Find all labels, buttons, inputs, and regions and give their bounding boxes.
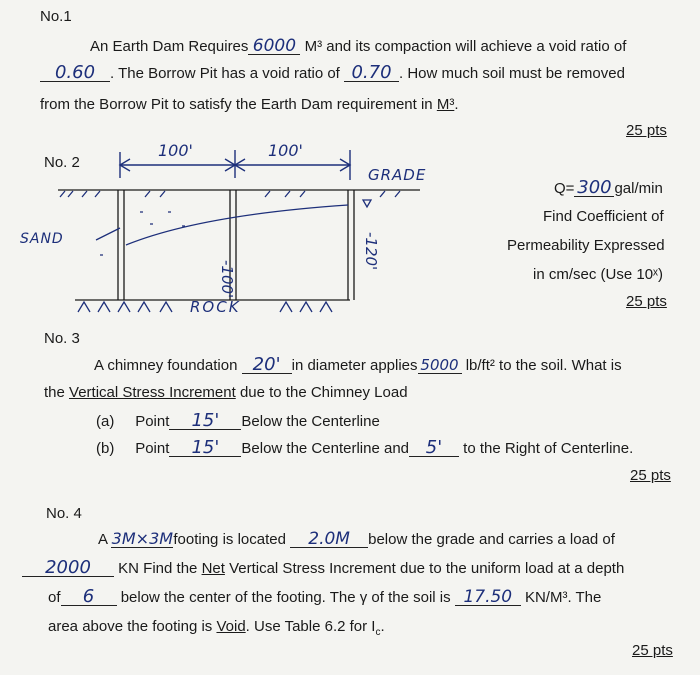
problem-4-text: KN Find the xyxy=(118,560,198,577)
problem-4-underlined: Net xyxy=(201,560,225,577)
footing-depth-value: 2.0M xyxy=(290,531,368,548)
rock-label: ROCK xyxy=(190,298,241,316)
problem-3-number: No. 3 xyxy=(44,330,80,347)
problem-3-points: 25 pts xyxy=(630,467,671,484)
problem-3-text: A chimney foundation xyxy=(94,357,238,374)
part-a-label: (a) xyxy=(96,413,115,430)
footing-size-value: 3M×3M xyxy=(111,529,174,548)
problem-3-line-2 xyxy=(44,384,408,402)
problem-3-text: in diameter applies xyxy=(291,357,418,374)
part-b-offset-value: 5' xyxy=(409,440,459,457)
dam-volume-value: 6000 xyxy=(248,38,300,55)
problem-4-line-3 xyxy=(48,586,602,607)
problem-4-text: . xyxy=(380,618,385,635)
chimney-load-value: 5000 xyxy=(418,357,462,374)
problem-3-text: lb/ft² to the soil. What is xyxy=(465,357,622,374)
problem-4-text: area above the footing is xyxy=(48,618,213,635)
dimension-left-label: 100' xyxy=(158,141,193,160)
grade-label: GRADE xyxy=(368,166,427,184)
dam-void-ratio-value: 0.60 xyxy=(40,65,110,82)
problem-4-text: . Use Table 6.2 for I xyxy=(245,618,376,635)
problem-4-text: below the grade and carries a load of xyxy=(368,531,615,548)
well-depth-label-1: -100' xyxy=(218,260,236,299)
problem-3-text: due to the Chimney Load xyxy=(239,384,408,401)
flow-rate-prefix: Q= xyxy=(554,180,575,197)
footing-load-value: 2000 xyxy=(22,560,114,577)
problem-1-text: M³ and its compaction will achieve a void ratio of xyxy=(304,38,627,55)
problem-1-text: An Earth Dam Requires xyxy=(90,38,249,55)
problem-1-text: from the Borrow Pit to satisfy the Earth Dam requirement in xyxy=(40,96,433,113)
problem-2-number: No. 2 xyxy=(44,154,80,171)
part-a-depth-value: 15' xyxy=(169,413,241,430)
unit-weight-value: 17.50 xyxy=(455,589,521,606)
problem-2-points: 25 pts xyxy=(626,293,667,310)
problem-4-number: No. 4 xyxy=(46,505,82,522)
depth-below-value: 6 xyxy=(61,589,117,606)
dimension-right-label: 100' xyxy=(268,141,303,160)
problem-1-unit: M³ xyxy=(436,96,455,113)
well-depth-label-2: -120' xyxy=(362,232,380,271)
problem-4-text: A xyxy=(98,531,108,548)
problem-4-text: footing is located xyxy=(173,531,286,548)
flow-rate-line xyxy=(554,177,663,198)
problem-3-line-1 xyxy=(94,354,622,375)
part-b-text: Point xyxy=(135,440,170,457)
problem-1-number: No.1 xyxy=(40,8,72,25)
problem-1-text: . xyxy=(454,96,459,113)
problem-4-text: Vertical Stress Increment due to the uniform load at a depth xyxy=(229,560,625,577)
find-line-3: in cm/sec (Use 10ˣ) xyxy=(533,266,663,283)
problem-4-line-2 xyxy=(22,557,625,578)
problem-4-text: KN/M³. The xyxy=(524,589,602,606)
problem-4-line-1 xyxy=(98,531,615,549)
sand-label: SAND xyxy=(20,231,64,247)
drawdown-curve xyxy=(126,205,348,245)
find-line-2: Permeability Expressed xyxy=(507,237,665,254)
problem-3-part-b xyxy=(96,437,634,458)
problem-1-points: 25 pts xyxy=(626,122,667,139)
water-table-symbol xyxy=(363,200,371,207)
problem-4-line-4 xyxy=(48,618,385,642)
pit-void-ratio-value: 0.70 xyxy=(344,65,399,82)
part-a-text: Below the Centerline xyxy=(241,413,380,430)
find-line-1: Find Coefficient of xyxy=(543,208,664,225)
problem-4-text: below the center of the footing. The γ of the soil is xyxy=(120,589,451,606)
problem-1-text: . How much soil must be removed xyxy=(399,65,625,82)
sand-marks xyxy=(100,212,185,255)
problem-3-underlined: Vertical Stress Increment xyxy=(69,384,236,401)
problem-4-points: 25 pts xyxy=(632,642,673,659)
part-b-text: to the Right of Centerline. xyxy=(463,440,634,457)
influence-subscript: c xyxy=(375,627,381,638)
problem-3-text: the xyxy=(44,384,65,401)
part-a-text: Point xyxy=(135,413,170,430)
problem-3-part-a xyxy=(96,410,380,431)
flow-rate-unit: gal/min xyxy=(614,180,663,197)
problem-4-text: of xyxy=(48,589,61,606)
chimney-diameter-value: 20' xyxy=(242,357,292,374)
part-b-text: Below the Centerline and xyxy=(241,440,409,457)
part-b-label: (b) xyxy=(96,440,115,457)
problem-1-text: . The Borrow Pit has a void ratio of xyxy=(110,65,340,82)
problem-4-underlined: Void xyxy=(216,618,246,635)
part-b-depth-value: 15' xyxy=(169,440,241,457)
flow-rate-value: 300 xyxy=(574,180,614,197)
sand-arrow xyxy=(96,228,120,240)
